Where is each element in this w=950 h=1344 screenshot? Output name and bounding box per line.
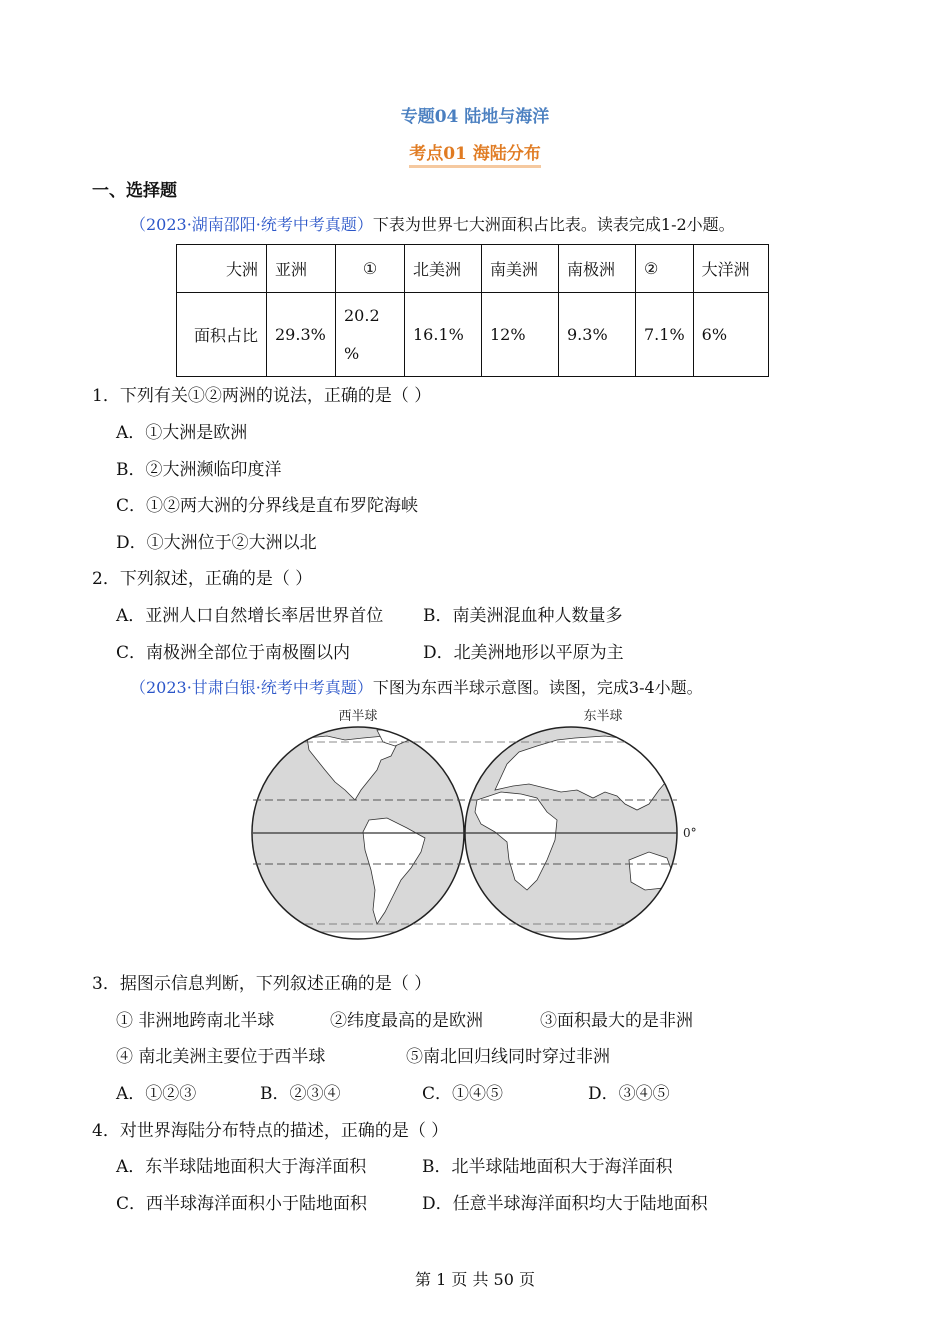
question-1-option-c: C．①②两大洲的分界线是直布罗陀海峡 xyxy=(116,496,419,516)
australia-shape xyxy=(629,852,673,890)
hemisphere-map xyxy=(245,700,715,950)
question-3-statement-2: ②纬度最高的是欧洲 xyxy=(330,1011,483,1031)
question-2-stem: 2．下列叙述，正确的是（ ） xyxy=(92,569,313,589)
question-3-option-d: D．③④⑤ xyxy=(588,1084,670,1104)
question-2-option-d: D．北美洲地形以平原为主 xyxy=(423,643,624,663)
group2-intro xyxy=(130,675,703,698)
table-cell: 16.1% xyxy=(405,293,482,377)
table-header-cell: 南美洲 xyxy=(482,245,559,293)
east-hemisphere xyxy=(465,727,677,942)
question-1-option-b: B．②大洲濒临印度洋 xyxy=(116,460,282,480)
page-footer: 第 1 页 共 50 页 xyxy=(415,1270,535,1289)
topic-title: 专题04 陆地与海洋 xyxy=(400,107,550,127)
question-4-option-d: D．任意半球海洋面积均大于陆地面积 xyxy=(422,1194,708,1214)
table-cell: 9.3% xyxy=(559,293,636,377)
question-3-option-c: C．①④⑤ xyxy=(422,1084,504,1104)
east-hemisphere-label: 东半球 xyxy=(583,709,623,724)
question-3-statement-4: ④ 南北美洲主要位于西半球 xyxy=(116,1047,326,1067)
question-3-statement-5: ⑤南北回归线同时穿过非洲 xyxy=(406,1047,610,1067)
antarctica-east-shape xyxy=(525,932,625,942)
table-cell xyxy=(336,293,405,377)
section-title: 一、选择题 xyxy=(92,181,177,201)
table-header-cell: ① xyxy=(336,245,405,293)
table-header-cell: 亚洲 xyxy=(267,245,336,293)
equator-label: 0° xyxy=(683,826,697,840)
table-header-cell: 北美洲 xyxy=(405,245,482,293)
table-cell-line: 20.2 xyxy=(344,305,380,325)
group2-source: （2023·甘肃白银·统考中考真题） xyxy=(130,678,373,697)
table-cell: 6% xyxy=(693,293,768,377)
group2-text: 下图为东西半球示意图。读图，完成3-4小题。 xyxy=(372,678,703,697)
question-3-option-a: A．①②③ xyxy=(116,1084,197,1104)
question-3-statement-1: ① 非洲地跨南北半球 xyxy=(116,1011,275,1031)
question-1-option-a: A．①大洲是欧洲 xyxy=(116,423,248,443)
west-hemisphere xyxy=(252,727,464,942)
question-4-option-b: B．北半球陆地面积大于海洋面积 xyxy=(422,1157,673,1177)
table-cell-line: % xyxy=(344,343,360,363)
table-cell: 12% xyxy=(482,293,559,377)
table-cell: 7.1% xyxy=(636,293,694,377)
continent-area-table xyxy=(176,244,769,377)
table-header-cell: 大洲 xyxy=(177,245,267,293)
group1-intro xyxy=(130,212,735,235)
question-3-stem: 3．据图示信息判断，下列叙述正确的是（ ） xyxy=(92,974,432,994)
table-header-cell: 南极洲 xyxy=(559,245,636,293)
table-cell: 29.3% xyxy=(267,293,336,377)
table-header-cell: 大洋洲 xyxy=(693,245,768,293)
question-2-option-b: B．南美洲混血种人数量多 xyxy=(423,606,623,626)
table-row-label: 面积占比 xyxy=(177,293,267,377)
question-2-option-c: C．南极洲全部位于南极圈以内 xyxy=(116,643,351,663)
point-title-text: 考点01 海陆分布 xyxy=(409,144,541,168)
question-1-stem: 1．下列有关①②两洲的说法，正确的是（ ） xyxy=(92,386,432,406)
question-4-option-a: A．东半球陆地面积大于海洋面积 xyxy=(116,1157,367,1177)
question-3-statement-3: ③面积最大的是非洲 xyxy=(540,1011,693,1031)
point-title xyxy=(0,139,950,164)
question-4-option-c: C．西半球海洋面积小于陆地面积 xyxy=(116,1194,368,1214)
group1-text: 下表为世界七大洲面积占比表。读表完成1-2小题。 xyxy=(372,215,735,234)
question-3-option-b: B．②③④ xyxy=(260,1084,341,1104)
table-header-cell: ② xyxy=(636,245,694,293)
group1-source: （2023·湖南邵阳·统考中考真题） xyxy=(130,215,373,234)
west-hemisphere-label: 西半球 xyxy=(338,709,378,724)
question-2-option-a: A．亚洲人口自然增长率居世界首位 xyxy=(116,606,384,626)
question-1-option-d: D．①大洲位于②大洲以北 xyxy=(116,533,317,553)
question-4-stem: 4．对世界海陆分布特点的描述，正确的是（ ） xyxy=(92,1121,449,1141)
